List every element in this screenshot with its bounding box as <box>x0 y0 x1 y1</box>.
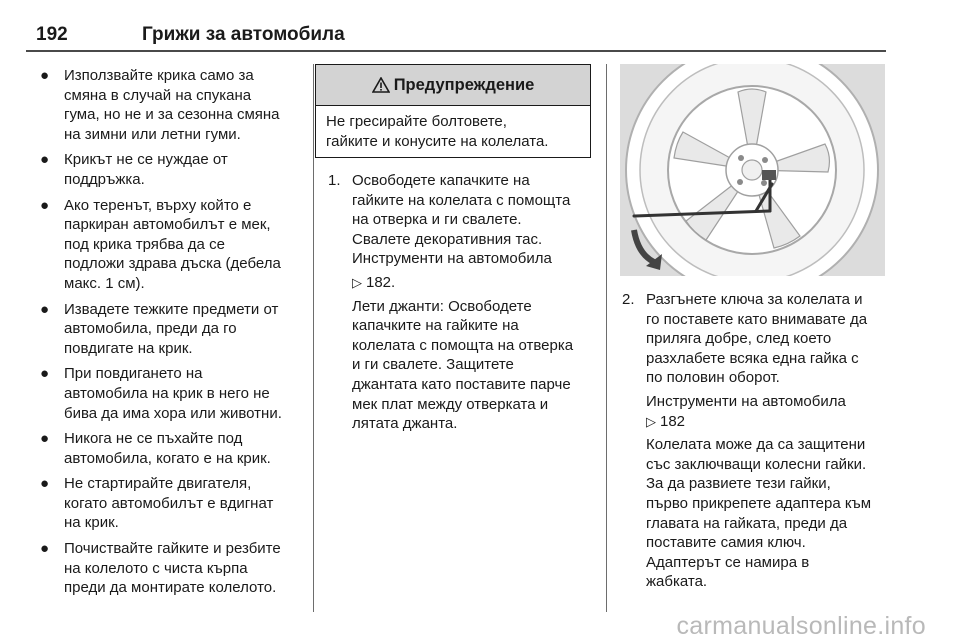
bullet-dot-icon: ● <box>40 540 50 558</box>
cross-reference: ▷ 182. <box>352 273 396 291</box>
bullet-dot-icon: ● <box>40 365 50 383</box>
warning-title: Предупреждение <box>393 75 535 94</box>
column-divider-left <box>313 64 314 612</box>
step-note: Лети джанти: Освободете капачките на гайките на колелата с помощта на отверка и ги свалете. Защитете джантата като поставите парче мек плат между отверката и лятата джанта. <box>352 297 574 433</box>
reference-arrow-icon: ▷ <box>646 413 656 429</box>
list-item: ● При повдигането на автомобила на крик в него не бива да има хора или животни. <box>40 365 282 422</box>
page-header <box>26 24 886 52</box>
precaution-list <box>38 66 300 604</box>
bullet-dot-icon: ● <box>40 67 50 84</box>
bullet-dot-icon: ● <box>40 196 50 214</box>
wheel-illustration <box>620 64 885 276</box>
step-2 <box>622 290 894 596</box>
list-item: ● Ако теренът, върху който е паркиран автомобилът е мек, под крика трябва да се подложи здрава дъска (дебела макс. 1 см). <box>40 196 281 292</box>
step-text: Освободете капачките на гайките на колелата с помощта на отверка и ги свалете. Свалете декоративния тас. Инструменти на автомобила <box>352 172 571 268</box>
step-number: 1. <box>328 172 341 189</box>
list-item: ● Не стартирайте двигателя, когато автомобилът е вдигнат на крик. <box>40 475 274 532</box>
list-item: ● Никога не се пъхайте под автомобила, когато е на крик. <box>40 430 271 467</box>
column-divider-right <box>606 64 607 612</box>
bullet-dot-icon: ● <box>40 475 50 493</box>
list-item: ● Крикът не се нуждае от поддръжка. <box>40 151 228 188</box>
bullet-dot-icon: ● <box>40 300 50 318</box>
step-number: 2. <box>622 291 635 308</box>
watermark: carmanualsonline.info <box>676 612 926 640</box>
reference-arrow-icon: ▷ <box>352 274 362 290</box>
tools-reference: Инструменти на автомобила ▷ 182 <box>646 392 846 430</box>
step-note: Колелата може да са защитени със заключващи колесни гайки. За да развиете тези гайки, първо прикрепете адаптера към главата на гайката, преди да поставите самия ключ. Адаптерът се намира в жабката. <box>646 436 872 591</box>
warning-box <box>315 64 591 158</box>
warning-header <box>316 65 590 106</box>
bullet-dot-icon: ● <box>40 430 50 448</box>
list-item: ● Извадете тежките предмети от автомобила, преди да го повдигате на крик. <box>40 300 279 357</box>
bullet-dot-icon: ● <box>40 151 50 169</box>
step-text: Разгънете ключа за колелата и го поставете като внимавате да приляга добре, след което разхлабете всяка една гайка с по половин оборот. <box>646 291 868 387</box>
list-item: ● Използвайте крика само за смяна в случай на спукана гума, но не и за сезонна смяна на зимни или летни гуми. <box>40 67 280 143</box>
header-rule <box>26 50 886 52</box>
step-1 <box>328 171 598 438</box>
list-item: ● Почиствайте гайките и резбите на колелото с чиста кърпа преди да монтирате колелото. <box>40 540 281 597</box>
page-number: 192 <box>36 24 68 45</box>
wheel-wrench-icon <box>620 64 885 276</box>
page-title: Грижи за автомобила <box>142 24 345 45</box>
warning-triangle-icon <box>372 77 390 93</box>
warning-text: Не гресирайте болтовете, гайките и конусите на колелата. <box>326 113 549 150</box>
